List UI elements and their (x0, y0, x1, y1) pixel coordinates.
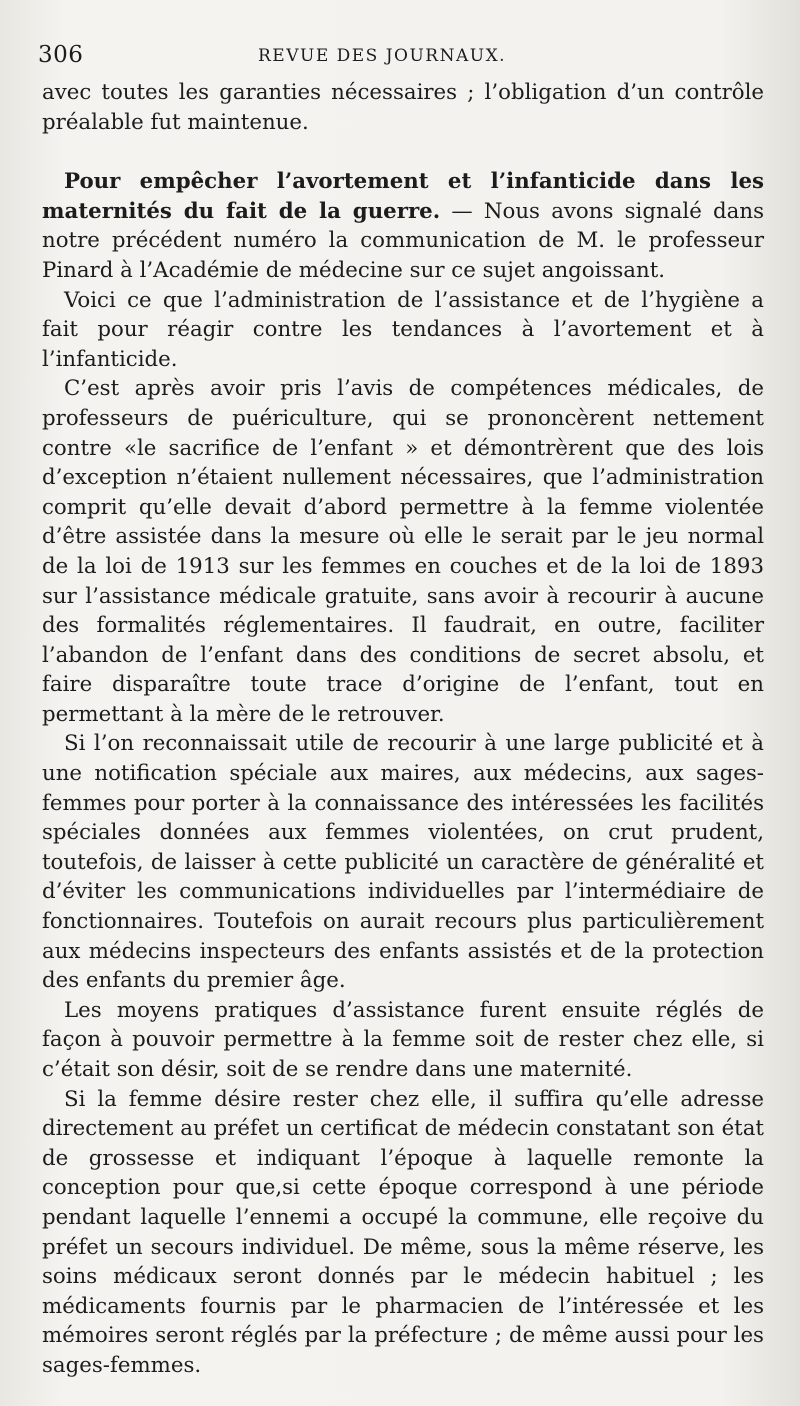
article-body (42, 78, 764, 1381)
section-lead: — Nous avons signalé dans notre précédent numéro la communication de M. le professeur Pinard à l’Académie de médecine sur ce sujet angoissant. (42, 198, 765, 283)
paragraph: Si l’on reconnaissait utile de recourir à une large publicité et à une notification spéciale aux maires, aux médecins, aux sages-femmes pour porter à la connaissance des intéressées les facilités spéciales données aux femmes violentées, on crut prudent, toutefois, de laisser à cette publicité un caractère de généralité et d’éviter les communications individuelles par l’intermédiaire de fonctionnaires. Toutefois on aurait recours plus particulièrement aux médecins inspecteurs des enfants assistés et de la protection des enfants du premier âge. (42, 731, 764, 994)
section-title: Pour empêcher l’avortement et l’infanticide dans les maternités du fait de la guerre. (42, 169, 764, 224)
section-paragraph (42, 167, 764, 285)
running-title: REVUE DES JOURNAUX. (258, 46, 507, 66)
paragraph: Si la femme désire rester chez elle, il suffira qu’elle adresse directement au préfet un certificat de médecin constatant son état de grossesse et indiquant l’époque à laquelle remonte la conception pour que,si cette époque correspond à une période pendant laquelle l’ennemi a occupé la commune, elle reçoive du préfet un secours individuel. De même, sous la même réserve, les soins médicaux seront donnés par le médecin habituel ; les médicaments fournis par le pharmacien de l’intéressée et les mémoires seront réglés par la préfecture ; de même aussi pour les sages-femmes. (42, 1086, 764, 1378)
paragraph: Les moyens pratiques d’assistance furent ensuite réglés de façon à pouvoir permettre à la femme soit de rester chez elle, si c’était son désir, soit de se rendre dans une maternité. (42, 997, 764, 1082)
page-number: 306 (38, 42, 84, 68)
paragraph: C’est après avoir pris l’avis de compétences médicales, de professeurs de puériculture, qui se prononcèrent nettement contre «le sacrifice de l’enfant » et démontrèrent que des lois d’exception n’étaient nullement nécessaires, que l’administration comprit qu’elle devait d’abord permettre à la femme violentée d’être assistée dans la mesure où elle le serait par le jeu normal de la loi de 1913 sur les femmes en couches et de la loi de 1893 sur l’assistance médicale gratuite, sans avoir à recourir à aucune des formalités réglementaires. Il faudrait, en outre, faciliter l’abandon de l’enfant dans des conditions de secret absolu, et faire disparaître toute trace d’origine de l’enfant, tout en permettant à la mère de le retrouver. (42, 376, 764, 727)
opening-paragraph: avec toutes les garanties nécessaires ; l’obligation d’un contrôle préalable fut maintenue. (42, 80, 764, 135)
page-header (38, 42, 760, 72)
paragraph: Voici ce que l’administration de l’assistance et de l’hygiène a fait pour réagir contre les tendances à l’avortement et à l’infanticide. (42, 287, 764, 372)
